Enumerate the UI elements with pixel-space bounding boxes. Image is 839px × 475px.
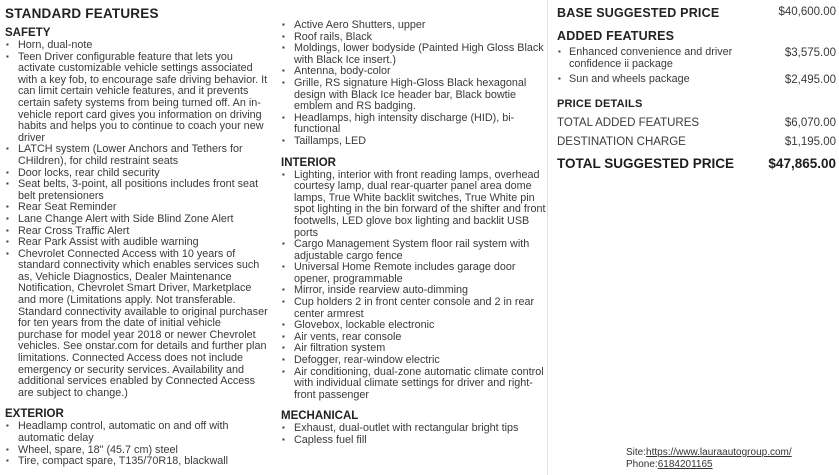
feature-item: ▪ Wheel, spare, 18" (45.7 cm) steel bbox=[5, 445, 268, 457]
total-price-value: $47,865.00 bbox=[768, 156, 836, 172]
feature-item: ▪ Door locks, rear child security bbox=[5, 168, 268, 180]
feature-section bbox=[281, 20, 547, 148]
feature-item: ▪ Headlamp control, automatic on and off with automatic delay bbox=[5, 421, 268, 444]
feature-item: ▪ Cargo Management System floor rail system with adjustable cargo fence bbox=[281, 239, 547, 262]
detail-value: $6,070.00 bbox=[784, 117, 836, 130]
section-heading: SAFETY bbox=[5, 27, 51, 39]
feature-list bbox=[5, 421, 268, 467]
feature-item: ▪ Air filtration system bbox=[281, 343, 547, 355]
detail-label: TOTAL ADDED FEATURES bbox=[557, 117, 700, 130]
feature-item: ▪ Headlamps, high intensity discharge (HID), bi-functional bbox=[281, 113, 547, 136]
feature-item: ▪ Air vents, rear console bbox=[281, 332, 547, 344]
feature-item: ▪ Rear Park Assist with audible warning bbox=[5, 237, 268, 249]
feature-item: ▪ LATCH system (Lower Anchors and Tethers for CHildren), for child restraint seats bbox=[5, 144, 268, 167]
feature-item: ▪ Chevrolet Connected Access with 10 years of standard connectivity which enables services such as, Vehicle Diagnostics, Dealer Maintenance Notification, Chevrolet Smart Driver, Marketplace and more (Limitations apply. Not transferable. Standard connectivity available to original purchaser for ten years from the date of initial vehicle purchase for model year 2018 or newer Chevrolet vehicles. See onstar.com for details and further plan limitations. Connected Access does not include emergency or security services. Availability and additional services enabled by Connected Access are subject to change.) bbox=[5, 249, 268, 400]
feature-list bbox=[5, 40, 268, 399]
feature-list bbox=[281, 20, 547, 148]
feature-section bbox=[5, 408, 268, 467]
base-price-row bbox=[557, 6, 836, 20]
added-features-list bbox=[557, 47, 836, 86]
feature-item: ▪ Active Aero Shutters, upper bbox=[281, 20, 547, 32]
added-feature-value: $2,495.00 bbox=[784, 74, 836, 87]
feature-list bbox=[281, 170, 547, 402]
feature-item: ▪ Moldings, lower bodyside (Painted High Gloss Black with Black Ice insert.) bbox=[281, 43, 547, 66]
site-link[interactable]: https://www.lauraautogroup.com/ bbox=[646, 447, 792, 458]
feature-section bbox=[281, 157, 547, 402]
total-price-row bbox=[557, 156, 836, 171]
feature-item: ▪ Rear Cross Traffic Alert bbox=[5, 226, 268, 238]
feature-item: ▪ Grille, RS signature High-Gloss Black hexagonal design with Black Ice header bar, Black bowtie emblem and RS badging. bbox=[281, 78, 547, 113]
section-heading: EXTERIOR bbox=[5, 408, 64, 421]
base-price-label: BASE SUGGESTED PRICE bbox=[557, 6, 720, 20]
feature-item: ▪ Seat belts, 3-point, all positions includes front seat belt pretensioners bbox=[5, 179, 268, 202]
section-heading: INTERIOR bbox=[281, 156, 336, 169]
feature-item: ▪ Glovebox, lockable electronic bbox=[281, 320, 547, 332]
dealer-contact bbox=[626, 447, 792, 470]
total-price-label: TOTAL SUGGESTED PRICE bbox=[557, 156, 735, 172]
feature-item: ▪ Cup holders 2 in front center console and 2 in rear center armrest bbox=[281, 297, 547, 320]
feature-item: ▪ Horn, dual-note bbox=[5, 40, 268, 52]
feature-item: ▪ Teen Driver configurable feature that lets you activate customizable vehicle settings associated with a key fob, to encourage safe driving behavior. It can limit certain vehicle features, and it prevents certain safety systems from being turned off. An in-vehicle report card gives you information on driving habits and helps you to continue to coach your new driver bbox=[5, 52, 268, 145]
site-line bbox=[626, 447, 792, 459]
feature-section bbox=[281, 410, 547, 446]
features-continued-column bbox=[281, 0, 547, 475]
phone-label: Phone: bbox=[626, 458, 658, 470]
added-feature-label: ▪ Enhanced convenience and driver confidence ii package bbox=[557, 47, 772, 70]
added-feature-value: $3,575.00 bbox=[784, 47, 836, 59]
feature-item: ▪ Defogger, rear-window electric bbox=[281, 355, 547, 367]
feature-item: ▪ Tire, compact spare, T135/70R18, blackwall bbox=[5, 456, 268, 468]
added-feature-label: ▪ Sun and wheels package bbox=[557, 74, 772, 86]
site-label: Site: bbox=[626, 447, 647, 458]
price-details-list bbox=[557, 117, 836, 148]
feature-section bbox=[5, 27, 268, 399]
added-feature-row bbox=[557, 47, 836, 70]
feature-item: ▪ Antenna, body-color bbox=[281, 66, 547, 78]
detail-value: $1,195.00 bbox=[784, 136, 836, 149]
price-detail-row bbox=[557, 117, 836, 129]
middle-sections bbox=[281, 20, 547, 447]
section-heading: MECHANICAL bbox=[281, 410, 359, 423]
feature-item: ▪ Lighting, interior with front reading lamps, overhead courtesy lamp, dual rear-quarter panel area dome lamps, True White backlit switches, True White pin spot lighting in the bin forward of the shifter and front footwells, LED glove box lighting and backlit USB ports bbox=[281, 170, 547, 240]
added-feature-row bbox=[557, 74, 836, 86]
price-detail-row bbox=[557, 136, 836, 148]
feature-item: ▪ Roof rails, Black bbox=[281, 32, 547, 44]
feature-item: ▪ Mirror, inside rearview auto-dimming bbox=[281, 285, 547, 297]
feature-item: ▪ Rear Seat Reminder bbox=[5, 202, 268, 214]
phone-line bbox=[626, 459, 792, 471]
left-sections bbox=[5, 27, 268, 468]
price-details-heading: PRICE DETAILS bbox=[557, 98, 643, 111]
feature-list bbox=[281, 423, 547, 446]
detail-label: DESTINATION CHARGE bbox=[557, 136, 686, 149]
base-price-value: $40,600.00 bbox=[778, 6, 836, 18]
phone-link[interactable]: 6184201165 bbox=[657, 458, 713, 470]
standard-features-title: STANDARD FEATURES bbox=[5, 6, 159, 21]
pricing-panel bbox=[547, 0, 839, 475]
feature-item: ▪ Universal Home Remote includes garage door opener, programmable bbox=[281, 262, 547, 285]
feature-item: ▪ Air conditioning, dual-zone automatic climate control with individual climate settings for driver and right-front passenger bbox=[281, 367, 547, 402]
feature-item: ▪ Capless fuel fill bbox=[281, 435, 547, 447]
feature-item: ▪ Taillamps, LED bbox=[281, 136, 547, 148]
feature-item: ▪ Exhaust, dual-outlet with rectangular bright tips bbox=[281, 423, 547, 435]
feature-item: ▪ Lane Change Alert with Side Blind Zone Alert bbox=[5, 214, 268, 226]
standard-features-column bbox=[5, 0, 268, 475]
added-features-heading: ADDED FEATURES bbox=[557, 29, 675, 43]
